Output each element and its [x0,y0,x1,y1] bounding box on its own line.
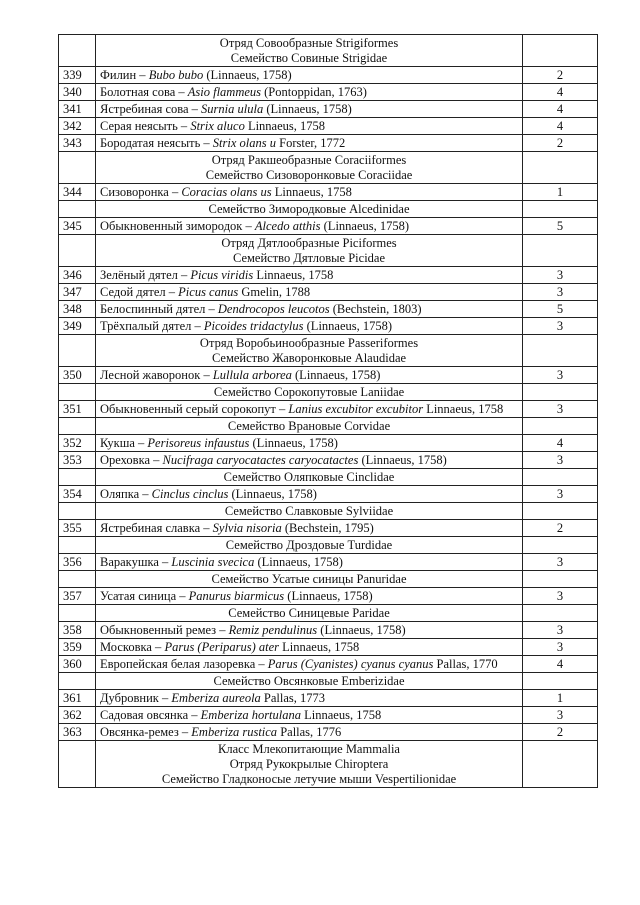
status-category: 5 [523,218,598,235]
name-text: Европейская белая лазоревка – [100,657,268,671]
family-header-row [59,418,598,435]
table-row [59,520,598,537]
group-header-row [59,741,598,788]
empty-cell [59,335,96,367]
empty-cell [523,152,598,184]
taxon-header [96,235,523,267]
species-number: 351 [59,401,96,418]
table-row [59,118,598,135]
empty-cell [59,152,96,184]
species-number: 345 [59,218,96,235]
taxon-header-line: Семейство Врановые Corvidae [227,419,391,433]
species-number: 359 [59,639,96,656]
species-name [96,707,523,724]
empty-cell [523,201,598,218]
taxon-header [96,605,523,622]
name-text: Pallas, 1776 [277,725,342,739]
taxon-header [96,503,523,520]
family-header-row [59,384,598,401]
species-name [96,367,523,384]
name-text: Садовая овсянка – [100,708,201,722]
name-text: (Linnaeus, 1758) [303,319,393,333]
latin-name: Remiz pendulinus [228,623,318,637]
species-name [96,118,523,135]
status-category: 3 [523,367,598,384]
empty-cell [59,384,96,401]
species-number: 342 [59,118,96,135]
species-name [96,724,523,741]
status-category: 3 [523,554,598,571]
latin-name: Sylvia nisoria [212,521,282,535]
name-text: Оляпка – [100,487,152,501]
status-category: 4 [523,84,598,101]
name-text: (Bechstein, 1795) [281,521,374,535]
status-category: 2 [523,135,598,152]
name-text: (Linnaeus, 1758) [320,219,410,233]
latin-name: Nucifraga caryocatactes caryocatactes [162,453,359,467]
status-category: 2 [523,67,598,84]
table-row [59,135,598,152]
taxon-header-line: Семейство Совиные Strigidae [230,51,388,65]
empty-cell [523,384,598,401]
name-text: Филин – [100,68,149,82]
name-text: Linnaeus, 1758 [301,708,382,722]
taxon-header [96,201,523,218]
empty-cell [523,673,598,690]
latin-name: Alcedo atthis [254,219,321,233]
latin-name: Luscinia svecica [171,555,255,569]
species-name [96,184,523,201]
status-category: 4 [523,118,598,135]
species-name [96,588,523,605]
latin-name: Cinclus cinclus [151,487,229,501]
name-text: Ястребиная славка – [100,521,213,535]
latin-name: Coracias olans us [181,185,272,199]
status-category: 2 [523,724,598,741]
name-text: (Bechstein, 1803) [329,302,422,316]
empty-cell [59,673,96,690]
species-name [96,690,523,707]
name-text: Ореховка – [100,453,163,467]
status-category: 3 [523,588,598,605]
name-text: (Linnaeus, 1758) [358,453,447,467]
species-name [96,135,523,152]
name-text: Linnaeus, 1758 [279,640,360,654]
status-category: 2 [523,520,598,537]
name-text: (Pontoppidan, 1763) [261,85,367,99]
table-row [59,639,598,656]
table-row [59,554,598,571]
species-number: 341 [59,101,96,118]
name-text: Gmelin, 1788 [238,285,311,299]
latin-name: Strix aluco [190,119,245,133]
empty-cell [59,571,96,588]
taxon-header-line: Семейство Оляпковые Cinclidae [223,470,395,484]
status-category: 3 [523,622,598,639]
name-text: Ястребиная сова – [100,102,202,116]
empty-cell [523,335,598,367]
taxon-header [96,152,523,184]
status-category: 3 [523,452,598,469]
taxon-header-line: Семейство Овсянковые Emberizidae [213,674,405,688]
status-category: 3 [523,707,598,724]
empty-cell [523,418,598,435]
species-name [96,284,523,301]
latin-name: Perisoreus infaustus [147,436,250,450]
table-row [59,401,598,418]
status-category: 4 [523,656,598,673]
taxon-header [96,35,523,67]
taxon-header-line: Класс Млекопитающие Mammalia [218,742,400,756]
table-row [59,724,598,741]
name-text: Pallas, 1770 [433,657,498,671]
species-name [96,267,523,284]
species-name [96,301,523,318]
taxon-header-line: Отряд Воробьинообразные Passeriformes [199,336,419,350]
name-text: Серая неясыть – [100,119,191,133]
status-category: 1 [523,184,598,201]
latin-name: Picoides tridactylus [203,319,304,333]
species-name [96,67,523,84]
family-header-row [59,503,598,520]
species-number: 347 [59,284,96,301]
table-row [59,218,598,235]
latin-name: Parus (Periparus) ater [164,640,280,654]
table-row [59,367,598,384]
name-text: Белоспинный дятел – [100,302,218,316]
name-text: (Linnaeus, 1758) [254,555,343,569]
empty-cell [523,503,598,520]
species-name [96,554,523,571]
table-row [59,707,598,724]
table-row [59,267,598,284]
family-header-row [59,537,598,554]
latin-name: Bubo bubo [148,68,204,82]
species-number: 353 [59,452,96,469]
name-text: Трёхпалый дятел – [100,319,204,333]
species-number: 360 [59,656,96,673]
taxon-header [96,384,523,401]
latin-name: Picus canus [178,285,239,299]
name-text: Болотная сова – [100,85,188,99]
species-table [58,34,598,788]
species-name [96,622,523,639]
latin-name: Surnia ulula [201,102,264,116]
empty-cell [59,35,96,67]
species-name [96,401,523,418]
name-text: Лесной жаворонок – [100,368,213,382]
taxon-header-line: Отряд Совообразные Strigiformes [219,36,399,50]
table-row [59,84,598,101]
name-text: Обыкновенный ремез – [100,623,229,637]
taxon-header-line: Семейство Усатые синицы Panuridae [211,572,407,586]
taxon-header-line: Отряд Рукокрылые Chiroptera [229,757,389,771]
name-text: (Linnaeus, 1758) [203,68,292,82]
empty-cell [59,503,96,520]
latin-name: Panurus biarmicus [188,589,285,603]
empty-cell [523,35,598,67]
table-row [59,486,598,503]
latin-name: Emberiza hortulana [200,708,302,722]
taxon-header-line: Семейство Дятловые Picidae [232,251,386,265]
empty-cell [523,605,598,622]
name-text: Linnaeus, 1758 [271,185,352,199]
empty-cell [59,418,96,435]
species-name [96,452,523,469]
taxon-header [96,469,523,486]
taxon-header-line: Семейство Гладконосые летучие мыши Vespertilionidae [161,772,457,786]
taxon-header-line: Семейство Славковые Sylviidae [224,504,394,518]
species-number: 354 [59,486,96,503]
name-text: Сизоворонка – [100,185,182,199]
empty-cell [59,201,96,218]
status-category: 3 [523,284,598,301]
name-text: (Linnaeus, 1758) [249,436,338,450]
name-text: (Linnaeus, 1758) [263,102,352,116]
taxon-header-line: Семейство Сизоворонковые Coraciidae [205,168,413,182]
species-number: 349 [59,318,96,335]
status-category: 4 [523,101,598,118]
species-name [96,639,523,656]
taxon-header [96,741,523,788]
species-number: 344 [59,184,96,201]
name-text: Pallas, 1773 [260,691,326,705]
taxon-header-line: Семейство Жаворонковые Alaudidae [211,351,407,365]
latin-name: Strix olans u [212,136,276,150]
taxon-header [96,571,523,588]
species-name [96,486,523,503]
status-category: 3 [523,318,598,335]
name-text: Linnaeus, 1758 [423,402,504,416]
name-text: (Linnaeus, 1758) [284,589,373,603]
species-name [96,101,523,118]
table-row [59,184,598,201]
group-header-row [59,235,598,267]
empty-cell [59,235,96,267]
family-header-row [59,571,598,588]
species-number: 339 [59,67,96,84]
group-header-row [59,335,598,367]
name-text: Forster, 1772 [276,136,346,150]
empty-cell [59,537,96,554]
table-row [59,284,598,301]
species-name [96,318,523,335]
latin-name: Picus viridis [190,268,254,282]
table-row [59,622,598,639]
latin-name: Parus (Cyanistes) cyanus cyanus [267,657,434,671]
species-number: 346 [59,267,96,284]
taxon-header-line: Семейство Синицевые Paridae [228,606,390,620]
empty-cell [523,571,598,588]
status-category: 3 [523,639,598,656]
taxon-header [96,418,523,435]
empty-cell [523,469,598,486]
species-number: 357 [59,588,96,605]
status-category: 3 [523,486,598,503]
species-name [96,84,523,101]
taxon-header [96,537,523,554]
table-row [59,690,598,707]
family-header-row [59,469,598,486]
table-row [59,452,598,469]
name-text: Linnaeus, 1758 [253,268,334,282]
species-number: 343 [59,135,96,152]
taxon-header-line: Семейство Дроздовые Turdidae [225,538,393,552]
name-text: Овсянка-ремез – [100,725,192,739]
species-number: 362 [59,707,96,724]
species-number: 352 [59,435,96,452]
name-text: Дубровник – [100,691,172,705]
species-number: 363 [59,724,96,741]
species-name [96,656,523,673]
status-category: 3 [523,401,598,418]
name-text: Обыкновенный зимородок – [100,219,255,233]
taxon-header-line: Семейство Зимородковые Alcedinidae [208,202,410,216]
family-header-row [59,673,598,690]
empty-cell [59,469,96,486]
table-row [59,301,598,318]
table-row [59,435,598,452]
table-row [59,588,598,605]
latin-name: Lullula arborea [212,368,292,382]
species-number: 361 [59,690,96,707]
name-text: Зелёный дятел – [100,268,191,282]
name-text: Обыкновенный серый сорокопут – [100,402,289,416]
family-header-row [59,201,598,218]
latin-name: Emberiza rustica [191,725,278,739]
species-number: 355 [59,520,96,537]
species-name [96,218,523,235]
table-row [59,318,598,335]
name-text: (Linnaeus, 1758) [317,623,406,637]
taxon-header-line: Отряд Ракшеобразные Coraciiformes [211,153,407,167]
name-text: (Linnaeus, 1758) [291,368,381,382]
status-category: 3 [523,267,598,284]
name-text: Московка – [100,640,165,654]
species-name [96,520,523,537]
family-header-row [59,605,598,622]
status-category: 1 [523,690,598,707]
name-text: Варакушка – [100,555,172,569]
latin-name: Dendrocopos leucotos [217,302,330,316]
species-number: 356 [59,554,96,571]
latin-name: Asio flammeus [187,85,262,99]
species-number: 348 [59,301,96,318]
name-text: Кукша – [100,436,148,450]
empty-cell [523,741,598,788]
taxon-header [96,673,523,690]
species-name [96,435,523,452]
empty-cell [59,605,96,622]
species-number: 358 [59,622,96,639]
status-category: 5 [523,301,598,318]
species-number: 340 [59,84,96,101]
name-text: Седой дятел – [100,285,179,299]
table-row [59,67,598,84]
group-header-row [59,152,598,184]
taxon-header-line: Семейство Сорокопутовые Laniidae [213,385,405,399]
status-category: 4 [523,435,598,452]
name-text: (Linnaeus, 1758) [228,487,317,501]
name-text: Linnaeus, 1758 [244,119,326,133]
table-row [59,101,598,118]
empty-cell [523,235,598,267]
empty-cell [59,741,96,788]
latin-name: Lanius excubitor excubitor [288,402,424,416]
empty-cell [523,537,598,554]
species-table-body [59,35,598,788]
name-text: Бородатая неясыть – [100,136,213,150]
document-page [58,34,588,788]
group-header-row [59,35,598,67]
name-text: Усатая синица – [100,589,189,603]
taxon-header [96,335,523,367]
taxon-header-line: Отряд Дятлообразные Piciformes [221,236,397,250]
table-row [59,656,598,673]
latin-name: Emberiza aureola [171,691,261,705]
species-number: 350 [59,367,96,384]
